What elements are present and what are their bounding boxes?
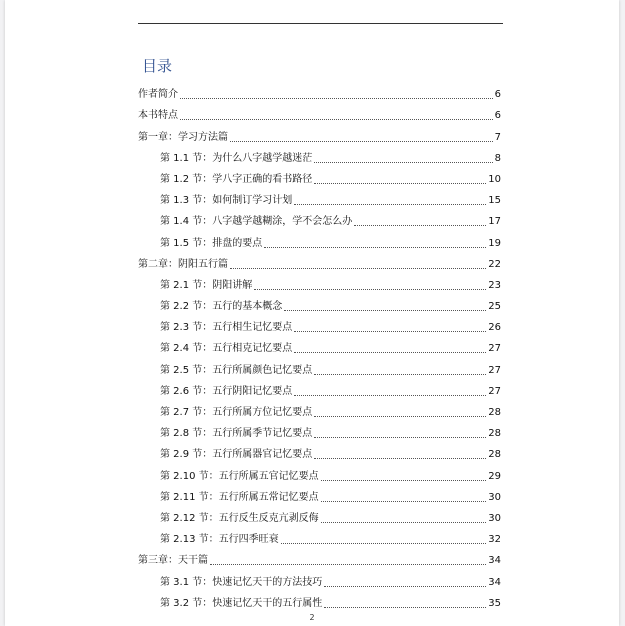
toc-dot-leader <box>324 607 486 608</box>
toc-dot-leader <box>254 289 486 290</box>
toc-entry-label: 第 1.3 节：如何制订学习计划 <box>160 195 293 207</box>
toc-entry-page: 7 <box>494 131 501 143</box>
toc-entry-label: 第 2.2 节：五行的基本概念 <box>160 301 283 313</box>
toc-entry-label: 第 2.5 节：五行所属颜色记忆要点 <box>160 364 313 376</box>
toc-dot-leader <box>180 98 493 99</box>
toc-entry-page: 27 <box>488 385 501 397</box>
toc-entry-label: 第 1.2 节：学八字正确的看书路径 <box>160 173 313 185</box>
toc-section-entry[interactable] <box>138 419 501 440</box>
toc-section-entry[interactable] <box>138 355 501 376</box>
toc-dot-leader <box>230 268 486 269</box>
toc-section-entry[interactable] <box>138 461 501 482</box>
toc-section-entry[interactable] <box>138 292 501 313</box>
toc-section-entry[interactable] <box>138 525 501 546</box>
toc-entry-label: 第 2.7 节：五行所属方位记忆要点 <box>160 407 313 418</box>
toc-section-entry[interactable] <box>138 504 501 525</box>
toc-dot-leader <box>294 352 486 353</box>
toc-section-entry[interactable] <box>138 398 501 419</box>
toc-dot-leader <box>314 437 486 438</box>
toc-entry-label: 本书特点 <box>138 110 178 122</box>
toc-dot-leader <box>210 564 486 565</box>
toc-entry-page: 10 <box>488 173 501 185</box>
toc-chapter-entry[interactable] <box>138 250 501 271</box>
toc-entry-page: 22 <box>488 258 501 270</box>
toc-entry-label: 第一章：学习方法篇 <box>138 131 228 143</box>
toc-entry-label: 第 2.8 节：五行所属季节记忆要点 <box>160 428 313 440</box>
toc-entry-label: 第 3.1 节：快速记忆天干的方法技巧 <box>160 576 323 588</box>
toc-dot-leader <box>314 416 486 417</box>
toc-entry-label: 第 3.2 节：快速记忆天干的五行属性 <box>160 597 323 609</box>
toc-dot-leader <box>230 141 493 142</box>
document-page <box>5 0 619 626</box>
toc-entry-page: 35 <box>488 597 501 609</box>
toc-dot-leader <box>354 225 486 226</box>
toc-entry-page: 6 <box>494 89 501 101</box>
toc-entry-page: 29 <box>488 470 501 482</box>
toc-dot-leader <box>314 458 486 459</box>
toc-section-entry[interactable] <box>138 144 501 165</box>
toc-dot-leader <box>314 183 486 184</box>
toc-section-entry[interactable] <box>138 567 501 588</box>
toc-entry-page: 23 <box>488 279 501 291</box>
toc-dot-leader <box>321 522 487 523</box>
toc-entry-page: 8 <box>494 152 501 164</box>
toc-section-entry[interactable] <box>138 271 501 292</box>
toc-entry-page: 28 <box>488 428 501 440</box>
toc-entry-label: 第 2.6 节：五行阴阳记忆要点 <box>160 385 293 397</box>
page-number: 2 <box>309 613 315 622</box>
toc-entry-page: 30 <box>488 491 501 503</box>
toc-entry-page: 25 <box>488 301 501 313</box>
toc-entry-label: 第 1.5 节：排盘的要点 <box>160 237 263 249</box>
toc-entry-page: 19 <box>488 237 501 249</box>
table-of-contents <box>138 80 501 610</box>
toc-section-entry[interactable] <box>138 483 501 504</box>
toc-section-entry[interactable] <box>138 313 501 334</box>
toc-dot-leader <box>264 247 486 248</box>
toc-entry-page: 32 <box>488 534 501 546</box>
toc-entry-page: 34 <box>488 555 501 567</box>
toc-entry-label: 第 1.1 节：为什么八字越学越迷茫 <box>160 152 313 164</box>
toc-section-entry[interactable] <box>138 334 501 355</box>
toc-section-entry[interactable] <box>138 186 501 207</box>
toc-chapter-entry[interactable] <box>138 80 501 101</box>
toc-entry-label: 第 1.4 节：八字越学越糊涂，学不会怎么办 <box>160 216 353 228</box>
toc-entry-label: 第 2.11 节：五行所属五常记忆要点 <box>160 491 319 503</box>
toc-dot-leader <box>314 374 486 375</box>
toc-section-entry[interactable] <box>138 165 501 186</box>
toc-entry-label: 第 2.9 节：五行所属器官记忆要点 <box>160 449 313 461</box>
toc-dot-leader <box>324 586 486 587</box>
toc-entry-label: 第 2.12 节：五行反生反克亢剥反侮 <box>160 512 319 524</box>
toc-entry-page: 17 <box>488 216 501 228</box>
toc-chapter-entry[interactable] <box>138 122 501 143</box>
toc-section-entry[interactable] <box>138 207 501 228</box>
toc-entry-label: 第 2.10 节：五行所属五官记忆要点 <box>160 470 319 482</box>
toc-entry-label: 第 2.4 节：五行相克记忆要点 <box>160 343 293 355</box>
toc-section-entry[interactable] <box>138 589 501 610</box>
toc-dot-leader <box>284 310 486 311</box>
toc-section-entry[interactable] <box>138 377 501 398</box>
toc-dot-leader <box>314 162 492 163</box>
toc-chapter-entry[interactable] <box>138 101 501 122</box>
toc-entry-label: 第 2.13 节：五行四季旺衰 <box>160 534 279 546</box>
toc-dot-leader <box>294 395 486 396</box>
toc-entry-page: 26 <box>488 322 501 334</box>
toc-entry-page: 15 <box>488 195 501 207</box>
toc-title: 目录 <box>142 57 173 75</box>
toc-entry-page: 28 <box>488 407 501 418</box>
toc-dot-leader <box>180 119 493 120</box>
toc-dot-leader <box>281 543 487 544</box>
toc-entry-page: 34 <box>488 576 501 588</box>
toc-chapter-entry[interactable] <box>138 546 501 567</box>
toc-entry-page: 27 <box>488 364 501 376</box>
toc-entry-label: 第三章：天干篇 <box>138 555 208 567</box>
toc-dot-leader <box>294 331 486 332</box>
header-rule <box>138 23 503 24</box>
toc-section-entry[interactable] <box>138 440 501 461</box>
toc-entry-page: 6 <box>494 110 501 122</box>
toc-entry-page: 30 <box>488 512 501 524</box>
toc-section-entry[interactable] <box>138 228 501 249</box>
toc-dot-leader <box>294 204 486 205</box>
toc-dot-leader <box>321 480 487 481</box>
toc-entry-label: 第 2.3 节：五行相生记忆要点 <box>160 322 293 334</box>
toc-entry-page: 27 <box>488 343 501 355</box>
toc-entry-label: 作者简介 <box>138 89 178 101</box>
toc-dot-leader <box>321 501 487 502</box>
toc-entry-page: 28 <box>488 449 501 461</box>
toc-entry-label: 第二章：阴阳五行篇 <box>138 258 228 270</box>
toc-entry-label: 第 2.1 节：阴阳讲解 <box>160 279 253 291</box>
